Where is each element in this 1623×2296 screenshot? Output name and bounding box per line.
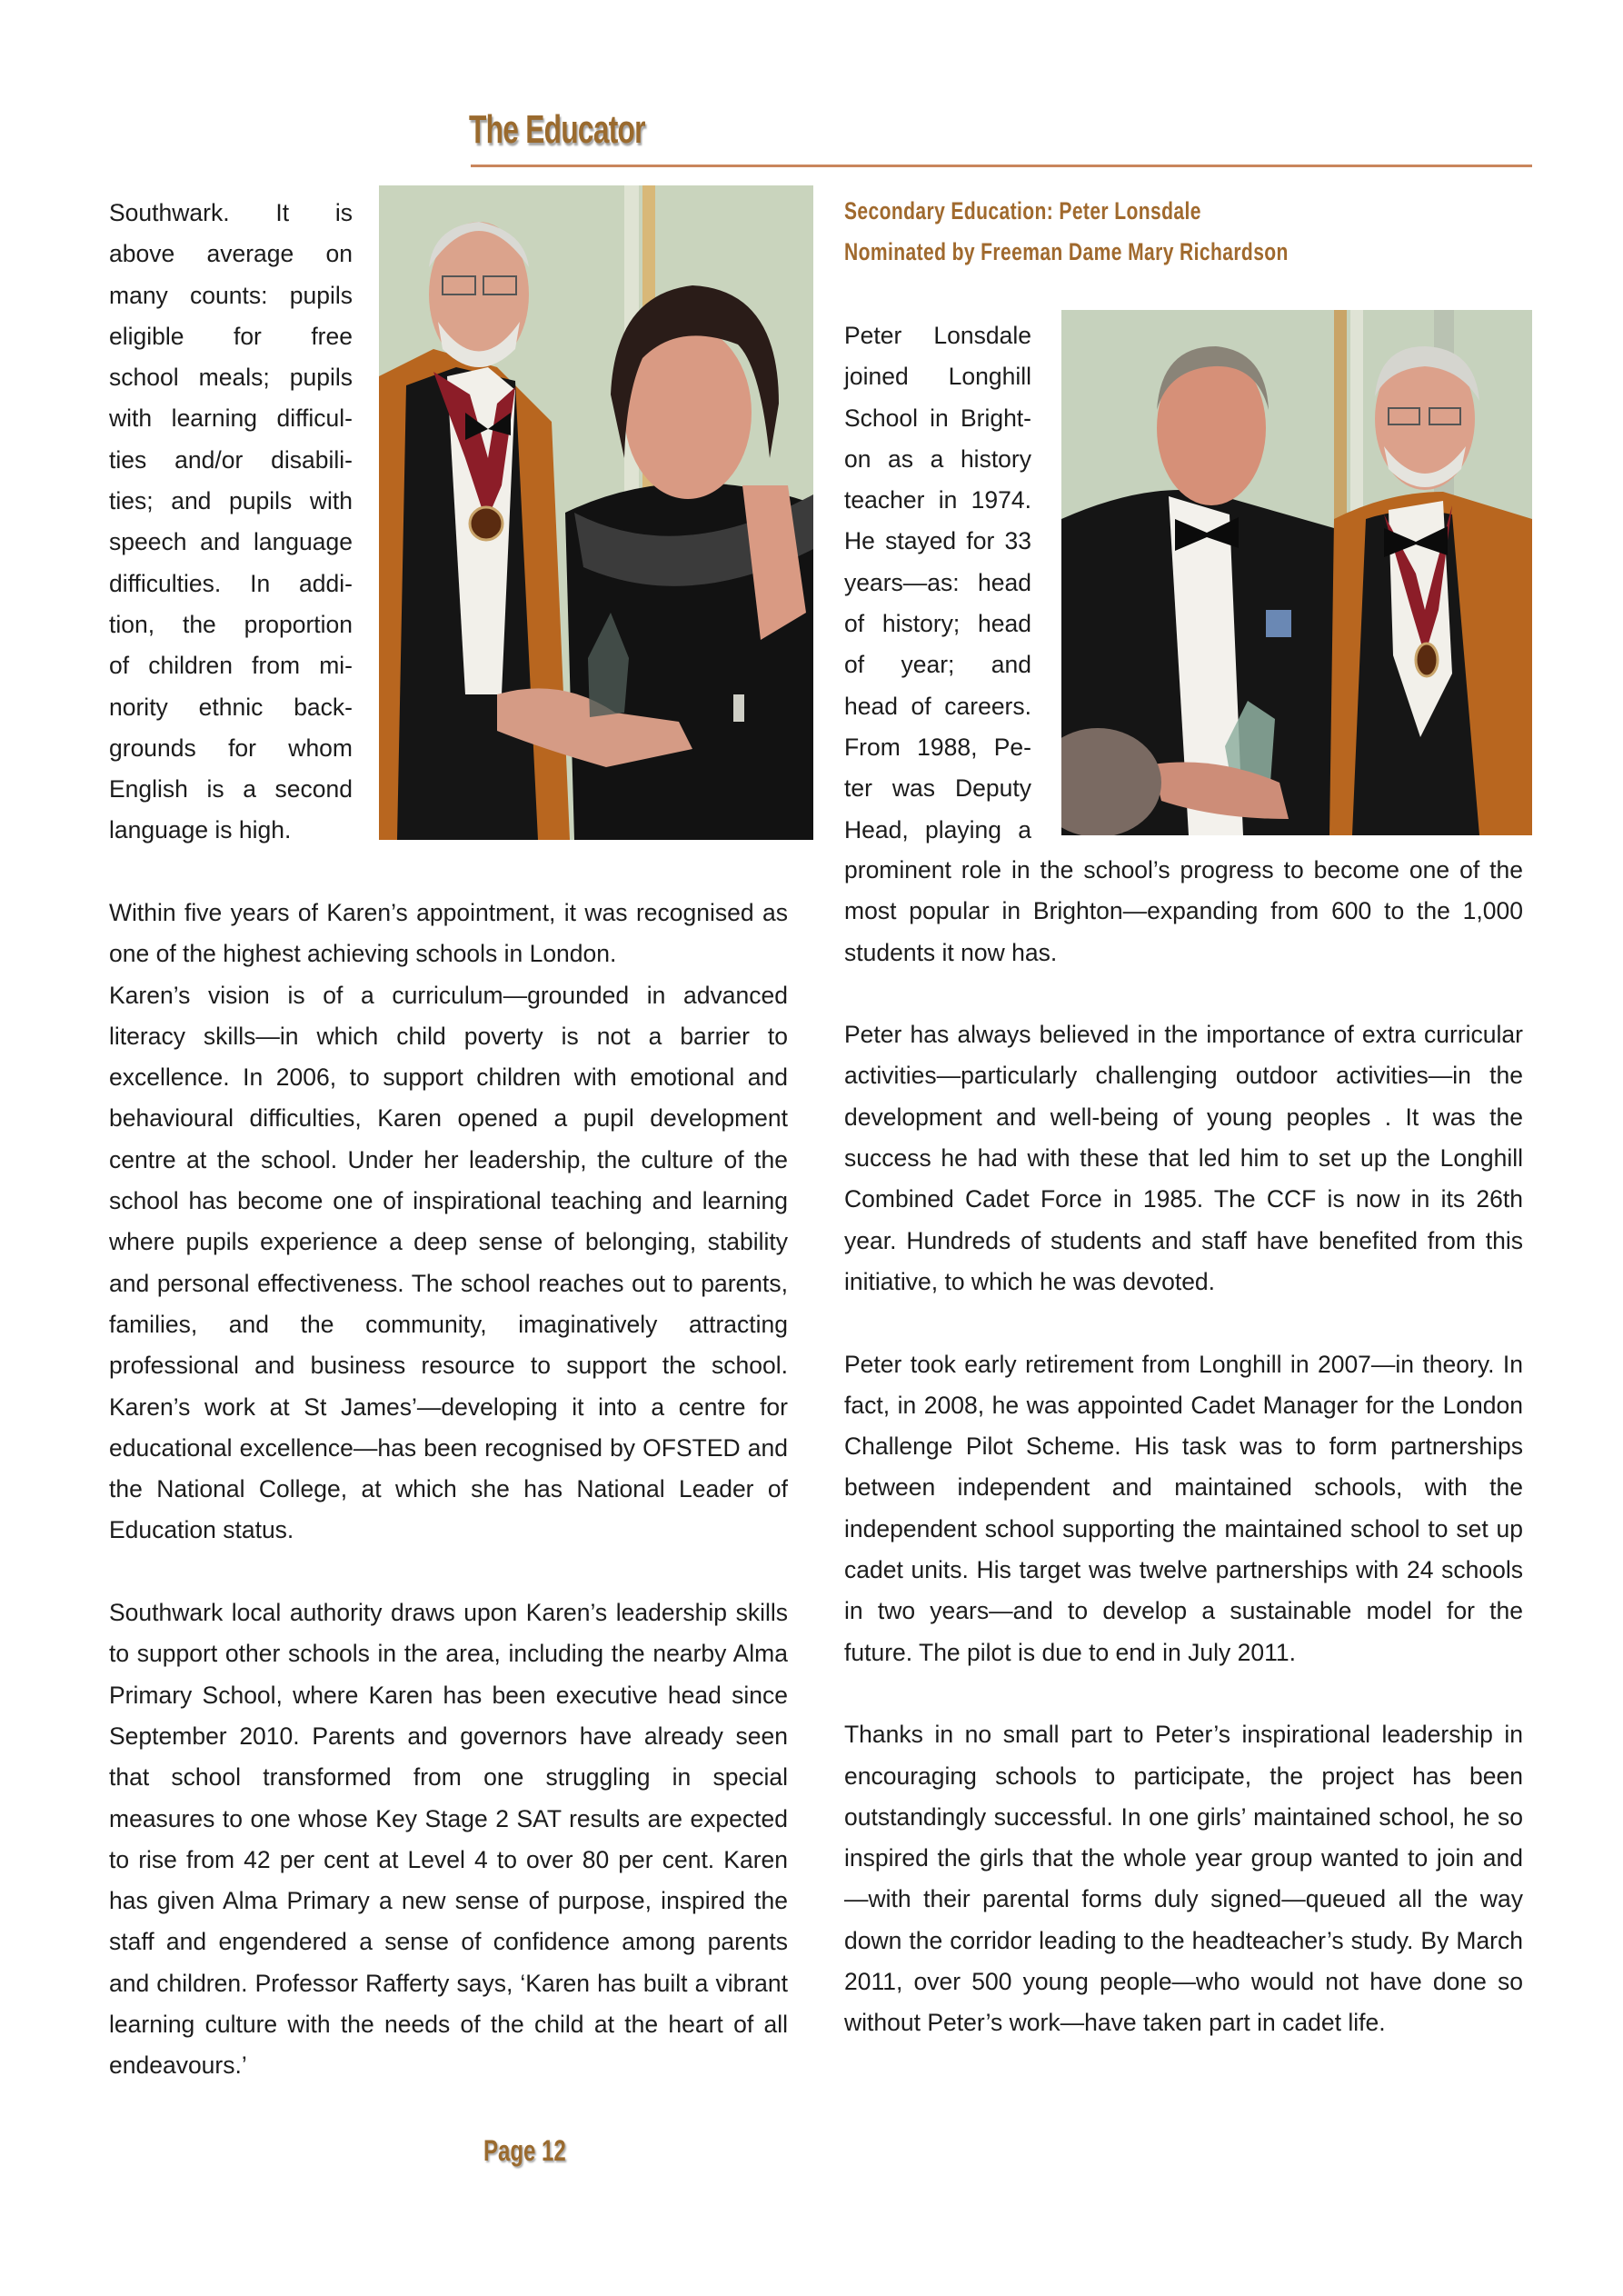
left-intro-text	[109, 193, 353, 852]
section-title: Secondary Education: Peter Lonsdale	[844, 197, 1201, 225]
intro-line: difficulties. In addi-	[109, 569, 353, 597]
intro-line: ties and/or disabili-	[109, 445, 353, 474]
magazine-masthead-title: The Educator	[469, 107, 645, 152]
right-intro-text	[844, 315, 1031, 851]
intro-line: head of careers.	[844, 692, 1031, 720]
intro-line: From 1988, Pe-	[844, 733, 1031, 761]
intro-line: language is high.	[109, 816, 292, 844]
peter-lonsdale-award-photo	[1061, 310, 1532, 835]
left-body-text	[109, 893, 788, 2087]
intro-line: of year; and	[844, 651, 1031, 679]
right-body-text	[844, 850, 1523, 2044]
intro-line: ties; and pupils with	[109, 487, 353, 515]
intro-line: Head, playing a	[844, 815, 1031, 844]
paragraph: Peter has always believed in the importance of extra curricular activities—particularly challenging outdoor activities—in the development and well-being of young peoples . It was the success he had with these that led him to set up the Longhill Combined Cadet Force in 1985. The CCF is now in its 26th year. Hundreds of students and staff have benefited from this initiative, to which he was devoted.	[844, 1021, 1523, 1295]
section-heading	[844, 191, 1289, 274]
header-rule-divider	[471, 165, 1532, 167]
paragraph: prominent role in the school’s progress to become one of the most popular in Brighton—expanding from 600 to the 1,000 students it now has.	[844, 856, 1523, 966]
paragraph: Karen’s vision is of a curriculum—grounded in advanced literacy skills—in which child poverty is not a barrier to excellence. In 2006, to support children with emotional and behavioural difficulties, Karen opened a pupil development centre at the school. Under her leadership, the culture of the school has become one of inspirational teaching and learning where pupils experience a deep sense of belonging, stability and personal effectiveness. The school reaches out to parents, families, and the community, imaginatively attracting professional and business resource to support the school. Karen’s work at St James’—developing it into a centre for educational excellence—has been recognised by OFSTED and the National College, at which she has National Leader of Education status.	[109, 981, 788, 1544]
intro-line: ter was Deputy	[844, 774, 1031, 803]
intro-line: Peter Lonsdale	[844, 322, 1031, 349]
intro-line: of children from mi-	[109, 652, 353, 680]
paragraph: Southwark local authority draws upon Karen’s leadership skills to support other schools in the area, including the nearby Alma Primary School, where Karen has been executive head since September 2010. Parents and governors have already seen that school transformed from one struggling in special measures to one whose Key Stage 2 SAT results are expected to rise from 42 per cent at Level 4 to over 80 per cent. Karen has given Alma Primary a new sense of purpose, inspired the staff and engendered a sense of confidence among parents and children. Professor Rafferty says, ‘Karen has built a vibrant learning culture with the needs of the child at the heart of all endeavours.’	[109, 1599, 788, 2080]
page-number: Page 12	[483, 2134, 566, 2167]
karen-award-photo	[379, 185, 813, 840]
photo-award-peter-lonsdale-icon	[1061, 310, 1532, 835]
intro-line: eligible for free	[109, 322, 353, 350]
intro-line: grounds for whom	[109, 734, 353, 762]
intro-line: years—as: head	[844, 568, 1031, 596]
paragraph: Thanks in no small part to Peter’s inspirational leadership in encouraging schools to participate, the project has been outstandingly successful. In one girls’ maintained school, he so inspired the girls that the whole year group wanted to join and—with their parental forms duly signed—queued all the way down the corridor leading to the headteacher’s study. By March 2011, over 500 young people—who would not have done so without Peter’s work—have taken part in cadet life.	[844, 1721, 1523, 2037]
intro-line: on as a history	[844, 444, 1031, 473]
intro-line: school meals; pupils	[109, 364, 353, 392]
paragraph: Within five years of Karen’s appointment, it was recognised as one of the highest achieving schools in London.	[109, 899, 788, 968]
paragraph: Peter took early retirement from Longhill in 2007—in theory. In fact, in 2008, he was appointed Cadet Manager for the London Challenge Pilot Scheme. His task was to form partnerships between independent and maintained schools, with the independent school supporting the maintained school to set up cadet units. His target was twelve partnerships with 24 schools in two years—and to develop a sustainable model for the future. The pilot is due to end in July 2011.	[844, 1350, 1523, 1666]
intro-line: joined Longhill	[844, 363, 1031, 391]
photo-award-presentation-icon	[379, 185, 813, 840]
nomination-credit: Nominated by Freeman Dame Mary Richardson	[844, 238, 1289, 266]
intro-line: Southwark. It is	[109, 199, 353, 226]
intro-line: He stayed for 33	[844, 527, 1031, 555]
intro-line: English is a second	[109, 775, 353, 804]
intro-line: nority ethnic back-	[109, 693, 353, 721]
intro-line: School in Bright-	[844, 404, 1031, 432]
intro-line: many counts: pupils	[109, 281, 353, 309]
intro-line: with learning difficul-	[109, 404, 353, 433]
intro-line: tion, the proportion	[109, 610, 353, 638]
intro-line: speech and language	[109, 528, 353, 556]
intro-line: of history; head	[844, 610, 1031, 638]
intro-line: teacher in 1974.	[844, 486, 1031, 514]
intro-line: above average on	[109, 240, 353, 268]
